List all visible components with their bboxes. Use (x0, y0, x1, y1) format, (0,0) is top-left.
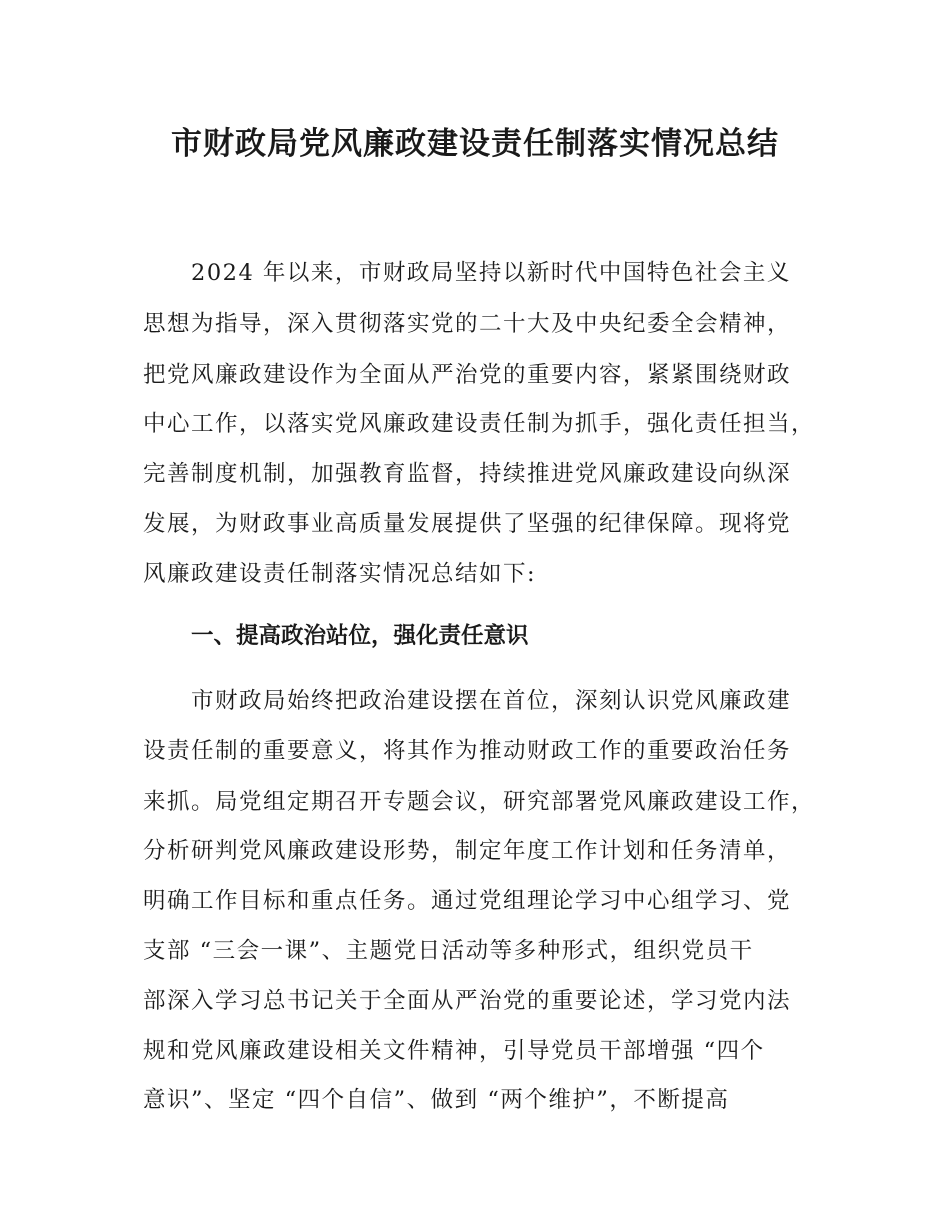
paragraph-line: 分析研判党风廉政建设形势，制定年度工作计划和任务清单， (143, 838, 792, 864)
paragraph-line: 完善制度机制，加强教育监督，持续推进党风廉政建设向纵深 (143, 461, 792, 487)
paragraph-line: 来抓。局党组定期召开专题会议，研究部署党风廉政建设工作， (143, 789, 816, 815)
paragraph-line: 市财政局始终把政治建设摆在首位，深刻认识党风廉政建 (191, 688, 792, 714)
paragraph-line: 支部 “三会一课”、主题党日活动等多种形式，组织党员干 (143, 938, 754, 964)
section-heading: 一、提高政治站位，强化责任意识 (191, 623, 529, 649)
paragraph-line: 风廉政建设责任制落实情况总结如下: (143, 561, 537, 587)
paragraph-line: 思想为指导，深入贯彻落实党的二十大及中央纪委全会精神， (143, 311, 792, 337)
paragraph-line: 把党风廉政建设作为全面从严治党的重要内容，紧紧围绕财政 (143, 362, 792, 388)
paragraph-line: 明确工作目标和重点任务。通过党组理论学习中心组学习、党 (143, 888, 792, 914)
document-title: 市财政局党风廉政建设责任制落实情况总结 (171, 126, 779, 162)
paragraph-line: 规和党风廉政建设相关文件精神，引导党员干部增强 “四个 (143, 1038, 765, 1064)
paragraph-line: 部深入学习总书记关于全面从严治党的重要论述，学习党内法 (143, 988, 792, 1014)
paragraph-line: 中心工作，以落实党风廉政建设责任制为抓手，强化责任担当， (143, 411, 816, 437)
paragraph-line: 发展，为财政事业高质量发展提供了坚强的纪律保障。现将党 (143, 511, 792, 537)
paragraph-line: 设责任制的重要意义，将其作为推动财政工作的重要政治任务 (143, 738, 792, 764)
paragraph-line: 意识”、坚定 “四个自信”、做到 “两个维护”，不断提高 (143, 1087, 730, 1113)
paragraph-line: 2024 年以来，市财政局坚持以新时代中国特色社会主义 (191, 260, 791, 286)
